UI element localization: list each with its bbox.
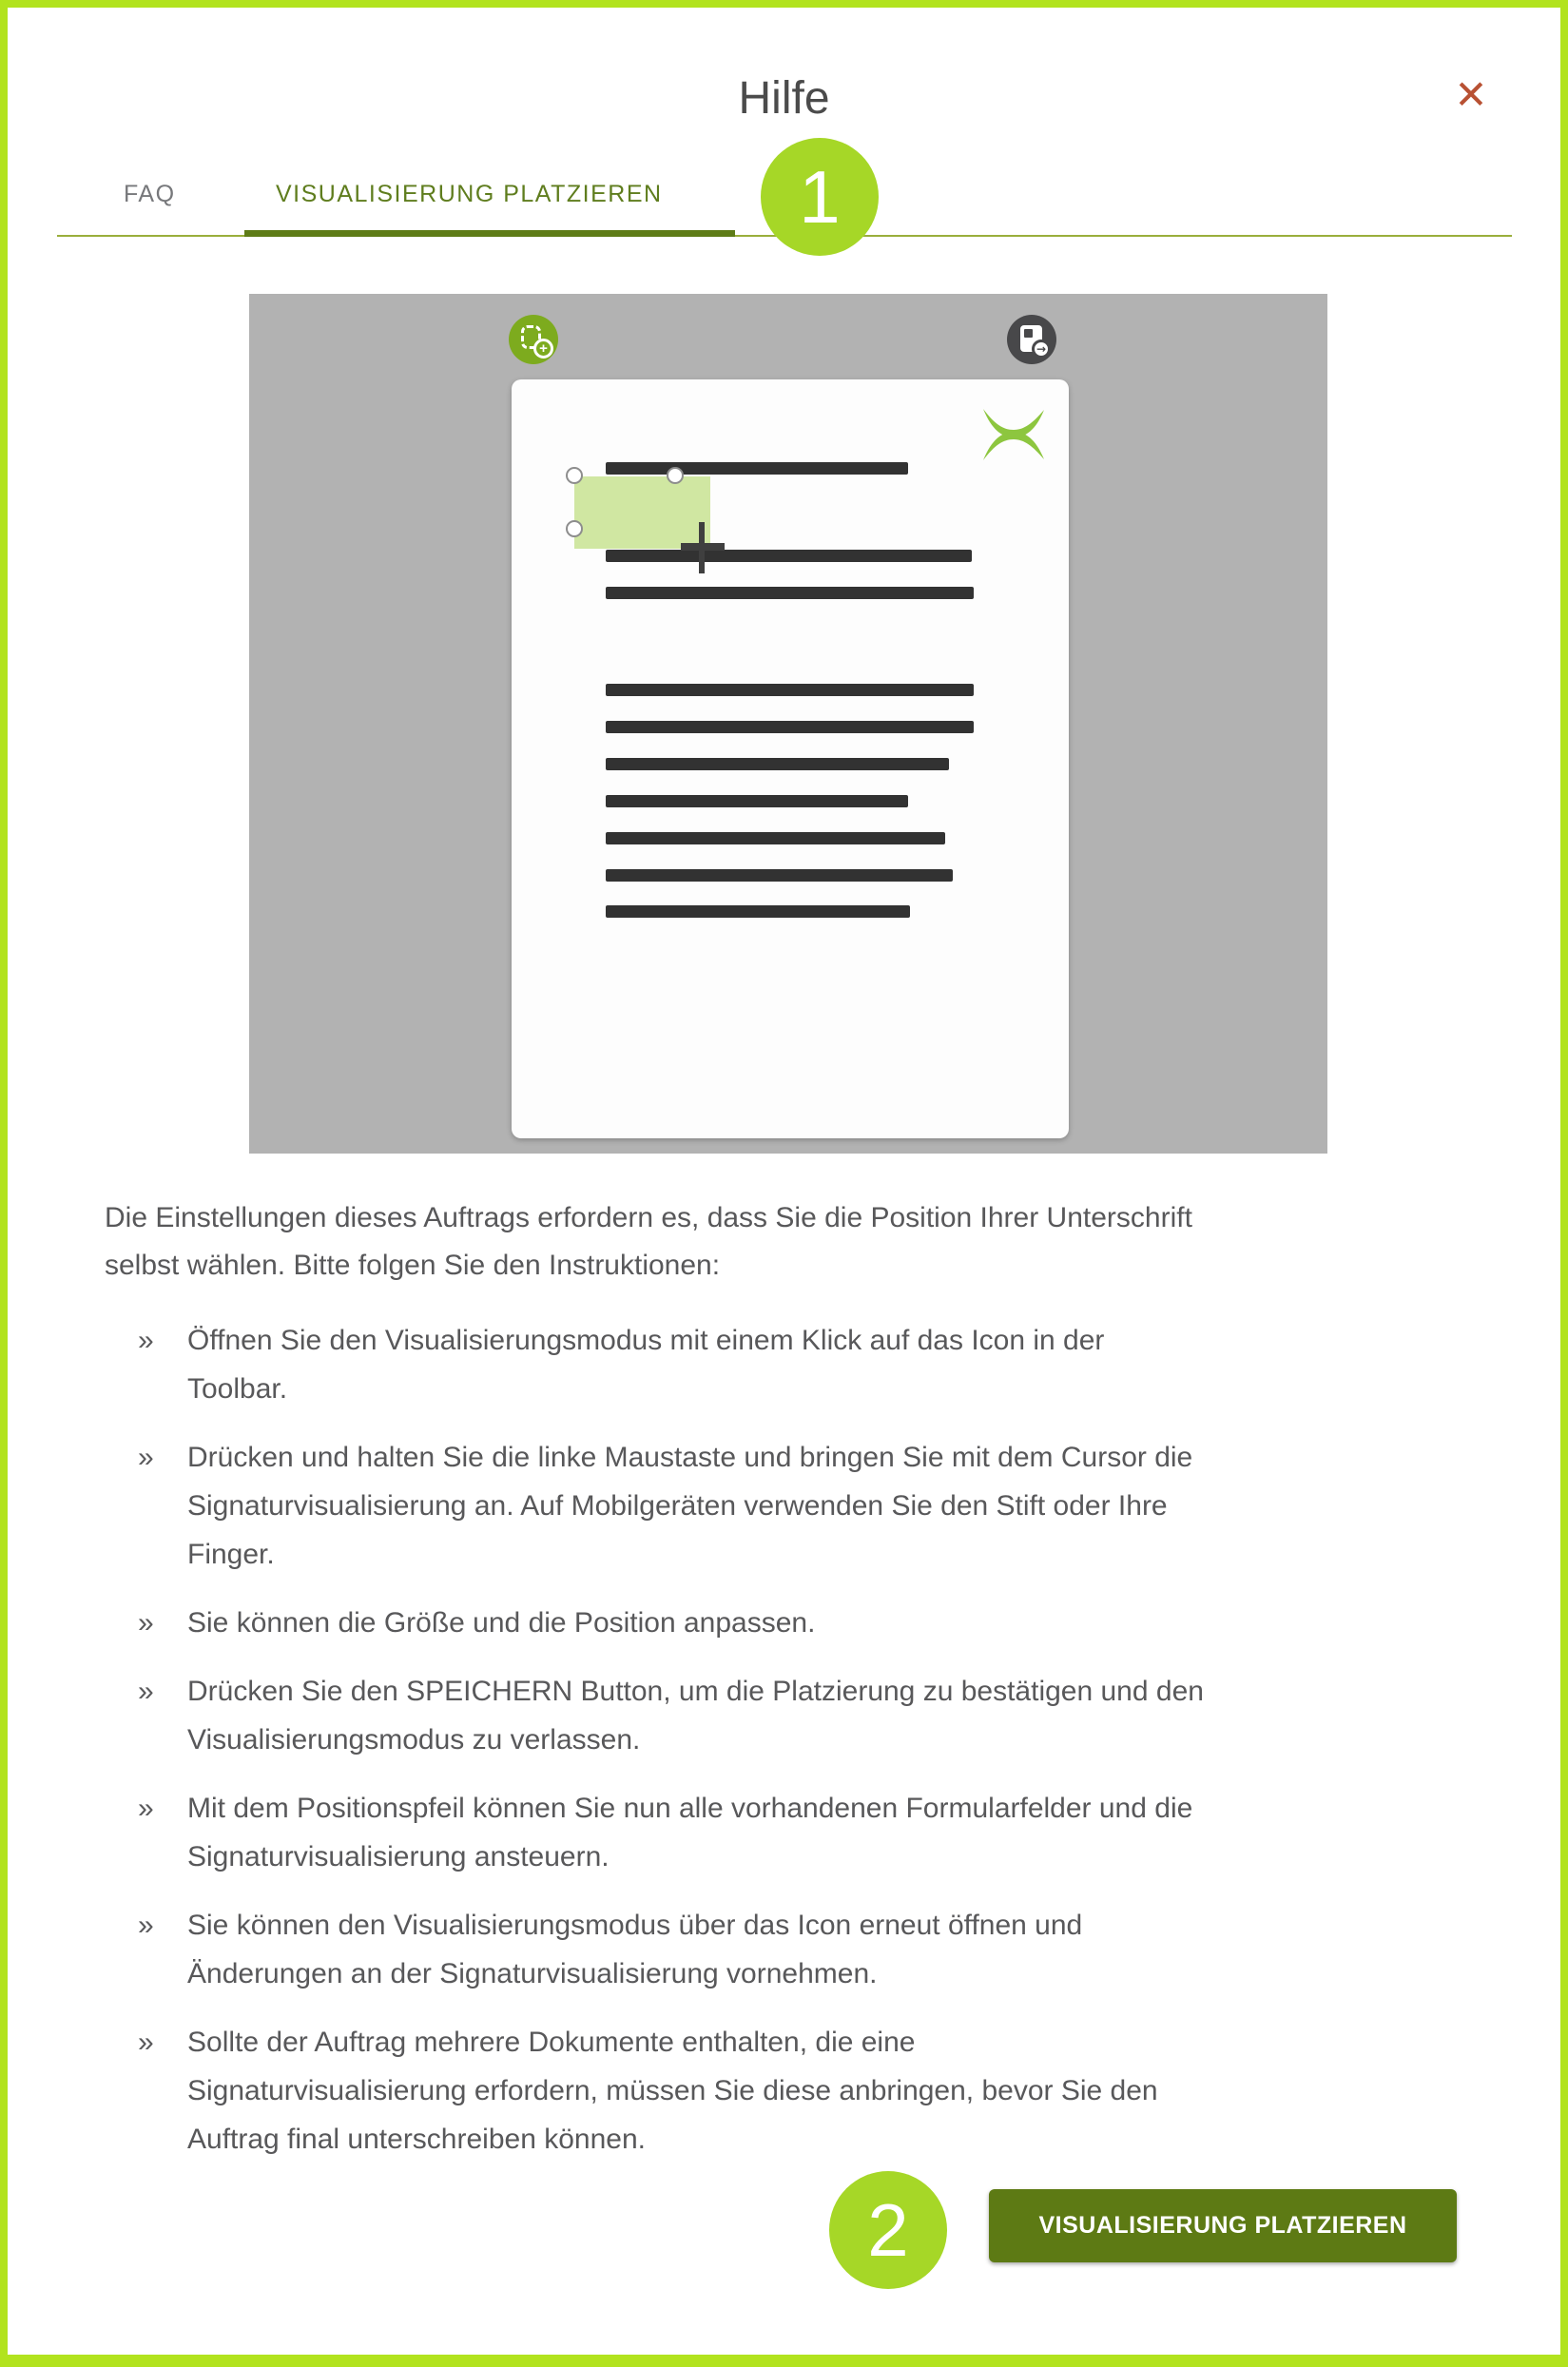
chevron-bullet-icon: » — [138, 1442, 154, 1473]
resize-handle — [566, 467, 583, 484]
chevron-bullet-icon: » — [138, 2027, 154, 2058]
place-visualization-icon — [509, 315, 558, 364]
document-text-line — [606, 758, 949, 770]
document-text-line — [606, 795, 908, 807]
resize-handle — [566, 520, 583, 537]
signature-x-logo-icon — [982, 408, 1045, 461]
document-preview-image — [249, 294, 1327, 1154]
instruction-text: Sie können die Größe und die Position anpassen. — [187, 1607, 816, 1639]
arrow-circle-icon: → — [1032, 340, 1051, 359]
instruction-text: Drücken Sie den SPEICHERN Button, um die Platzierung zu bestätigen und den Visualisierungsmodus zu verlassen. — [187, 1676, 1204, 1756]
chevron-bullet-icon: » — [138, 1607, 154, 1639]
instruction-text: Mit dem Positionspfeil können Sie nun alle vorhandenen Formularfelder und die Signaturvisualisierung ansteuern. — [187, 1793, 1193, 1872]
chevron-bullet-icon: » — [138, 1910, 154, 1941]
document-text-line — [606, 869, 953, 882]
page-title: Hilfe — [738, 73, 830, 124]
active-tab-underline — [244, 230, 735, 237]
instruction-text: Öffnen Sie den Visualisierungsmodus mit einem Klick auf das Icon in der Toolbar. — [187, 1325, 1105, 1405]
document-text-line — [606, 832, 945, 844]
intro-line: selbst wählen. Bitte folgen Sie den Instruktionen: — [105, 1250, 721, 1281]
tab-visualisierung-platzieren[interactable]: VISUALISIERUNG PLATZIEREN — [276, 181, 663, 207]
step-1-badge: 1 — [761, 138, 879, 256]
intro-line: Die Einstellungen dieses Auftrags erfordern es, dass Sie die Position Ihrer Unterschrift — [105, 1202, 1192, 1233]
plus-icon: + — [533, 339, 553, 359]
tab-faq[interactable]: FAQ — [124, 181, 176, 207]
crosshair-cursor-icon — [681, 543, 725, 551]
instruction-item — [138, 1599, 1488, 1647]
document-text-line — [606, 905, 910, 918]
instruction-text: Sollte der Auftrag mehrere Dokumente enthalten, die eine Signaturvisualisierung erfordern, müssen Sie diese anbringen, bevor Sie den Auftrag final unterschreiben können. — [187, 2027, 1158, 2155]
document-text-line — [606, 684, 974, 696]
chevron-bullet-icon: » — [138, 1676, 154, 1707]
document-text-line — [606, 462, 908, 475]
intro-paragraph — [105, 1194, 1192, 1290]
resize-handle — [667, 467, 684, 484]
visualisierung-platzieren-button[interactable]: VISUALISIERUNG PLATZIEREN — [989, 2189, 1457, 2262]
instruction-item — [138, 1316, 1488, 1413]
signature-visualization-area — [574, 476, 710, 549]
close-icon[interactable]: ✕ — [1448, 72, 1494, 118]
document-text-line — [606, 550, 972, 562]
chevron-bullet-icon: » — [138, 1793, 154, 1824]
document-slot-glyph — [1024, 329, 1033, 338]
instruction-text: Sie können den Visualisierungsmodus über das Icon erneut öffnen und Änderungen an der Signaturvisualisierung vornehmen. — [187, 1910, 1083, 1989]
chevron-bullet-icon: » — [138, 1325, 154, 1356]
document-text-line — [606, 721, 974, 733]
instruction-list — [138, 1316, 1488, 2183]
save-document-icon — [1007, 315, 1056, 364]
instruction-item — [138, 1784, 1488, 1881]
instruction-item — [138, 1667, 1488, 1764]
step-2-badge: 2 — [829, 2171, 947, 2289]
instruction-item — [138, 1901, 1488, 1998]
instruction-item — [138, 1433, 1488, 1579]
instruction-item — [138, 2018, 1488, 2163]
document-text-line — [606, 587, 974, 599]
instruction-text: Drücken und halten Sie die linke Maustaste und bringen Sie mit dem Cursor die Signaturvisualisierung an. Auf Mobilgeräten verwenden Sie den Stift oder Ihre Finger. — [187, 1442, 1193, 1570]
document-page — [512, 379, 1069, 1138]
